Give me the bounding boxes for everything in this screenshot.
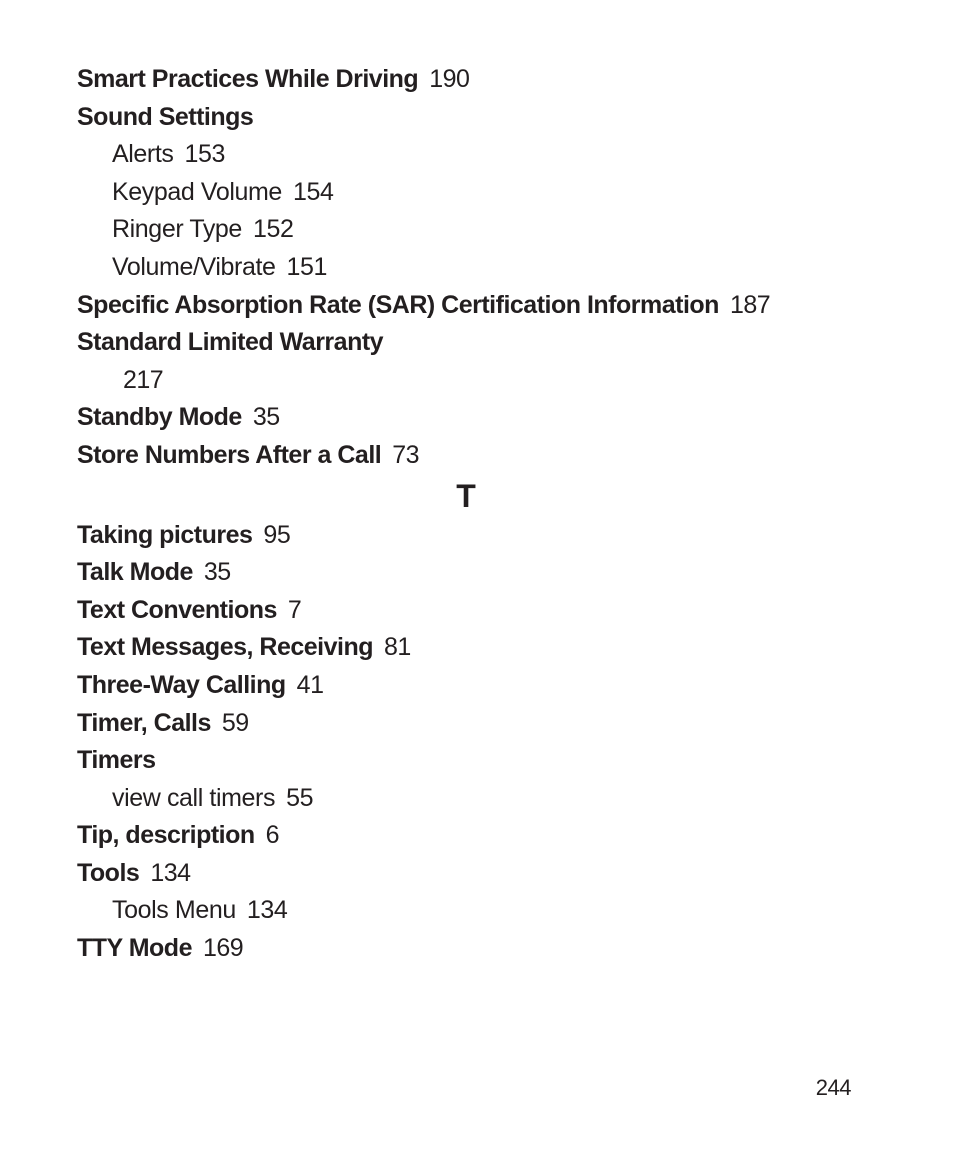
index-page: 152 bbox=[252, 215, 294, 244]
index-page: 41 bbox=[296, 670, 324, 699]
index-subterm: Tools Menu bbox=[112, 896, 236, 925]
index-letter-heading: T bbox=[456, 477, 476, 514]
index-page: 217 bbox=[123, 365, 164, 394]
index-entry bbox=[77, 517, 857, 555]
index-page: 95 bbox=[263, 520, 291, 549]
index-page: 154 bbox=[292, 177, 334, 206]
index-term: Three-Way Calling bbox=[77, 670, 286, 699]
index-entry bbox=[77, 592, 857, 630]
index-term: Text Messages, Receiving bbox=[77, 633, 374, 662]
index-entry bbox=[77, 667, 857, 705]
index-term: Timers bbox=[77, 746, 156, 775]
index-subterm: view call timers bbox=[112, 783, 276, 812]
index-entry bbox=[77, 705, 857, 743]
index-entry-continuation bbox=[77, 362, 857, 400]
index-page: 190 bbox=[429, 65, 470, 93]
index-page: 169 bbox=[202, 934, 244, 963]
index-subentry bbox=[77, 780, 857, 818]
index-subterm: Keypad Volume bbox=[112, 177, 282, 206]
index-term: Tip, description bbox=[77, 821, 255, 850]
index-subterm: Volume/Vibrate bbox=[112, 252, 276, 281]
index-subentry bbox=[77, 174, 857, 212]
index-entry bbox=[77, 61, 857, 99]
index-subterm: Alerts bbox=[112, 140, 174, 169]
index-term: Sound Settings bbox=[77, 102, 254, 131]
index-entry bbox=[77, 324, 857, 362]
index-term: Timer, Calls bbox=[77, 708, 211, 737]
page-number: 244 bbox=[815, 1075, 851, 1100]
index-term: Taking pictures bbox=[77, 520, 253, 549]
index-term: Standby Mode bbox=[77, 403, 242, 432]
index-subentry bbox=[77, 136, 857, 174]
index-entry bbox=[77, 817, 857, 855]
index-page: 134 bbox=[150, 858, 191, 887]
index-subentry bbox=[77, 892, 857, 930]
index-page: 35 bbox=[203, 558, 231, 587]
index-subentry bbox=[77, 211, 857, 249]
index-entry bbox=[77, 742, 857, 780]
index-page: 59 bbox=[221, 708, 249, 737]
index-entry bbox=[77, 99, 857, 137]
index-page: 134 bbox=[246, 896, 288, 925]
index-subterm: Ringer Type bbox=[112, 215, 242, 244]
index-term: Tools bbox=[77, 858, 140, 887]
index-entry bbox=[77, 930, 857, 968]
index-term: Text Conventions bbox=[77, 595, 277, 624]
index-subentry bbox=[77, 249, 857, 287]
index-page: 187 bbox=[729, 290, 771, 319]
index-page: 73 bbox=[392, 440, 420, 469]
index-column bbox=[77, 61, 857, 968]
index-entry bbox=[77, 437, 857, 475]
index-page: 151 bbox=[286, 252, 328, 281]
index-entry bbox=[77, 287, 857, 325]
index-page: 153 bbox=[184, 140, 226, 169]
index-term: TTY Mode bbox=[77, 934, 192, 963]
index-term: Specific Absorption Rate (SAR) Certification Information bbox=[77, 290, 719, 319]
index-term: Standard Limited Warranty bbox=[77, 328, 384, 357]
index-term: Smart Practices While Driving bbox=[77, 65, 419, 93]
index-entry bbox=[77, 855, 857, 893]
index-term: Store Numbers After a Call bbox=[77, 440, 382, 469]
index-entry bbox=[77, 629, 857, 667]
index-entry bbox=[77, 554, 857, 592]
index-page: 6 bbox=[265, 821, 280, 850]
index-page: 81 bbox=[384, 633, 411, 662]
index-entry bbox=[77, 399, 857, 437]
index-page: 55 bbox=[286, 783, 314, 812]
index-page: 35 bbox=[252, 403, 280, 432]
index-page: 7 bbox=[287, 595, 302, 624]
index-term: Talk Mode bbox=[77, 558, 193, 587]
